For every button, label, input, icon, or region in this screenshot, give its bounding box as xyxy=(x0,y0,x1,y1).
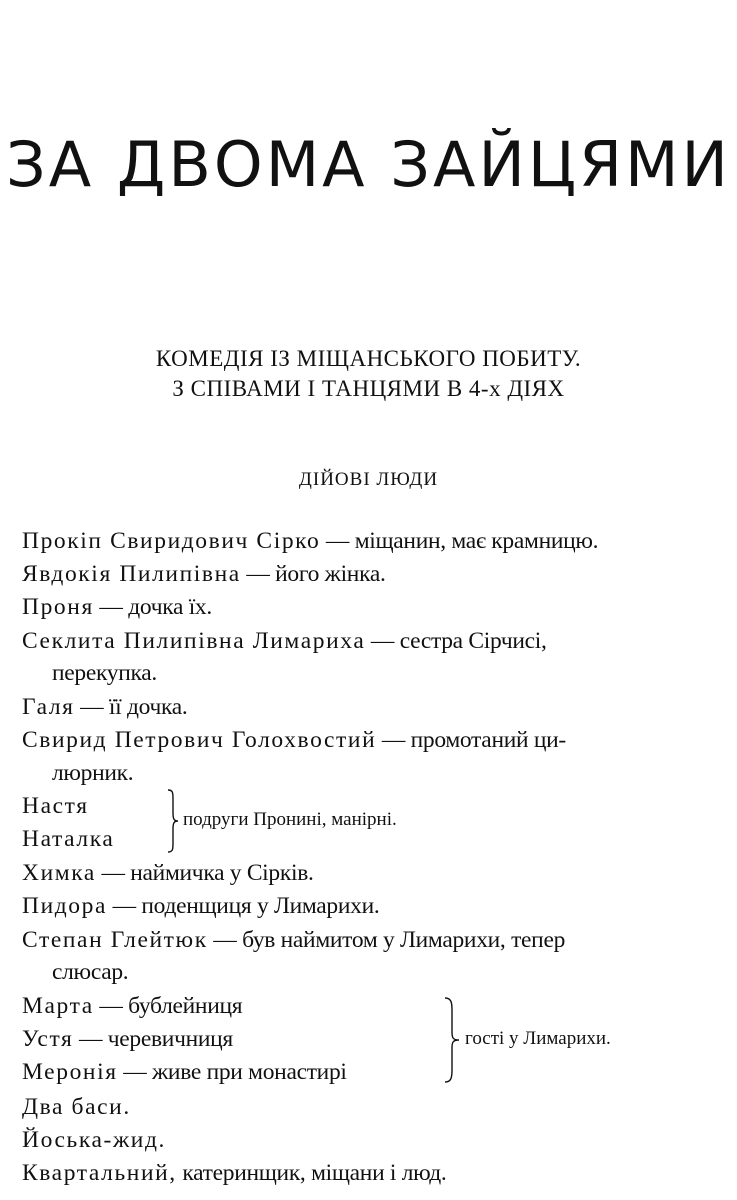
character-pronia xyxy=(22,591,212,623)
subtitle-line-1: КОМЕДІЯ ІЗ МІЩАНСЬКОГО ПОБИТУ. xyxy=(155,346,582,371)
character-stepan-cont xyxy=(52,956,128,988)
character-name: Секлита Пилипівна Лимариха xyxy=(22,628,366,654)
character-seklyta-cont xyxy=(52,657,157,689)
character-desc: катеринщик, міщани і люд. xyxy=(176,1160,447,1186)
character-ustia xyxy=(22,1023,233,1055)
character-desc: — промотаний ци- xyxy=(376,727,566,753)
character-last xyxy=(22,1157,446,1189)
character-desc: — її дочка. xyxy=(74,694,188,720)
group-brace-friends xyxy=(166,788,180,854)
character-nastia xyxy=(22,790,89,822)
character-name: Два баси. xyxy=(22,1094,131,1120)
character-name: Устя xyxy=(22,1026,74,1052)
subtitle-line-2: З СПІВАМИ І ТАНЦЯМИ В 4-х ДІЯХ xyxy=(172,376,565,401)
character-name: Галя xyxy=(22,694,75,720)
character-name: Меронія xyxy=(22,1059,118,1085)
character-name: Прокіп Свиридович Сірко xyxy=(22,528,321,554)
character-desc: — наймичка у Сірків. xyxy=(95,860,314,886)
character-desc: — черевичниця xyxy=(73,1026,233,1052)
character-desc: — дочка їх. xyxy=(93,594,212,620)
group-brace-guests xyxy=(443,996,461,1084)
character-name: Йоська-жид. xyxy=(22,1127,167,1153)
character-desc-continued: люрник. xyxy=(52,760,134,786)
character-prokip xyxy=(22,525,598,557)
character-name: Пидора xyxy=(22,893,108,919)
character-name: Марта xyxy=(22,993,94,1019)
character-desc: — міщанин, має крамницю. xyxy=(320,528,599,554)
character-marta xyxy=(22,990,242,1022)
character-basy xyxy=(22,1091,131,1123)
character-name: Степан Глейтюк xyxy=(22,927,208,953)
group-desc-friends: подруги Пронині, манірні. xyxy=(183,809,397,830)
character-yoska xyxy=(22,1124,166,1156)
character-desc: — поденщиця у Лимарихи. xyxy=(107,893,380,919)
character-pydora xyxy=(22,890,379,922)
character-desc: — його жінка. xyxy=(240,561,386,587)
character-name: Проня xyxy=(22,594,94,620)
character-name: Настя xyxy=(22,793,89,819)
character-name: Наталка xyxy=(22,826,115,852)
character-name: Химка xyxy=(22,860,96,886)
character-desc: — живе при монастирі xyxy=(117,1059,347,1085)
group-desc-guests: гості у Лимарихи. xyxy=(465,1028,611,1049)
character-desc: — сестра Сірчисі, xyxy=(365,628,547,654)
subtitle xyxy=(0,344,737,404)
character-name: Явдокія Пилипівна xyxy=(22,561,241,587)
character-svyryd-cont xyxy=(52,757,133,789)
character-desc: — бублейниця xyxy=(93,993,243,1019)
character-desc-continued: перекупка. xyxy=(52,660,157,686)
character-name: Свирид Петрович Голохвостий xyxy=(22,727,377,753)
character-meronia xyxy=(22,1056,347,1088)
character-seklyta xyxy=(22,625,547,657)
character-name: Квартальний, xyxy=(22,1160,177,1186)
dramatis-personae-heading: ДІЙОВІ ЛЮДИ xyxy=(298,469,439,490)
character-desc-continued: слюсар. xyxy=(52,959,129,985)
character-yavdokia xyxy=(22,558,386,590)
character-desc: — був наймитом у Лимарихи, тепер xyxy=(207,927,566,953)
character-natalka xyxy=(22,823,114,855)
character-svyryd xyxy=(22,724,566,756)
character-stepan xyxy=(22,924,565,956)
character-khymka xyxy=(22,857,314,889)
character-halia xyxy=(22,691,187,723)
page-title: ЗА ДВОМА ЗАЙЦЯМИ xyxy=(6,128,731,201)
